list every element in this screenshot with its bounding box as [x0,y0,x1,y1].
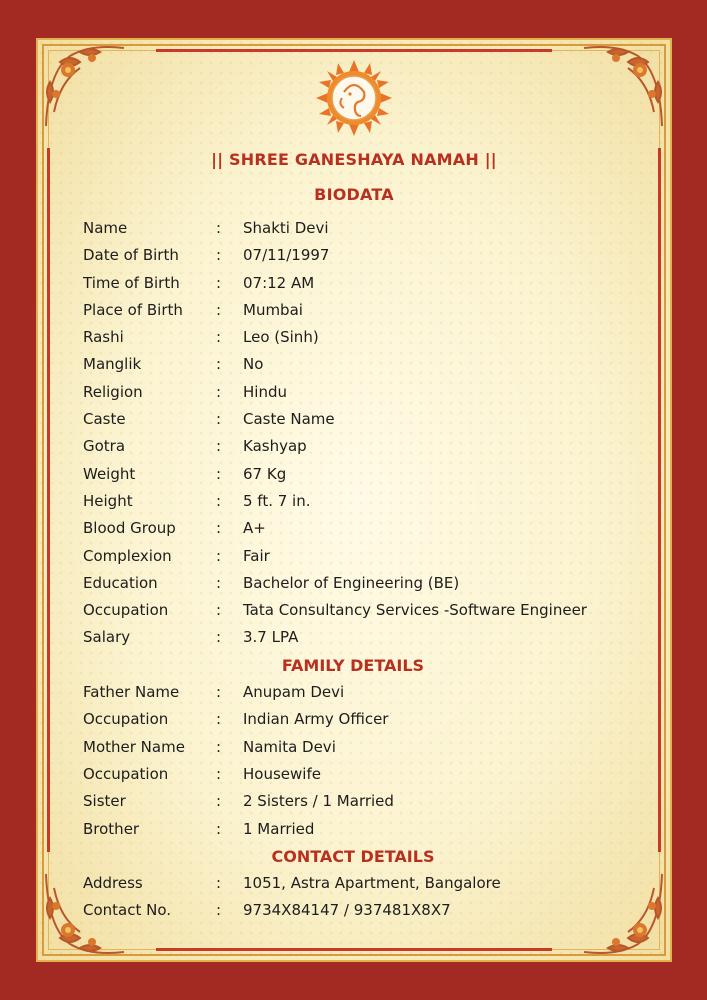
field-label: Rashi [83,328,124,347]
field-value: Leo (Sinh) [243,328,319,347]
separator: : [216,355,222,374]
separator: : [216,246,222,265]
field-label: Caste [83,410,126,429]
detail-row [83,215,653,242]
detail-row [83,788,653,815]
separator: : [216,382,222,401]
field-value: A+ [243,519,266,538]
separator: : [216,464,222,483]
field-value: 07/11/1997 [243,246,330,265]
floral-corner-icon [578,42,668,132]
detail-row [83,570,653,597]
right-border-bar [658,148,661,852]
field-label: Mother Name [83,737,185,756]
field-value: 1051, Astra Apartment, Bangalore [243,874,501,893]
field-value: 9734X84147 / 937481X8X7 [243,901,451,920]
field-label: Place of Birth [83,300,183,319]
field-value: 67 Kg [243,464,287,483]
separator: : [216,519,222,538]
detail-row [83,324,653,351]
detail-row [83,897,653,924]
separator: : [216,792,222,811]
separator: : [216,683,222,702]
field-value: Namita Devi [243,737,336,756]
detail-row [83,543,653,570]
field-label: Education [83,573,158,592]
detail-row [83,597,653,624]
detail-row [83,433,653,460]
separator: : [216,410,222,429]
biodata-card [36,38,672,962]
detail-row [83,679,653,706]
separator: : [216,300,222,319]
field-label: Time of Birth [83,273,180,292]
field-label: Father Name [83,683,180,702]
separator: : [216,819,222,838]
field-label: Salary [83,628,131,647]
field-label: Blood Group [83,519,176,538]
ganesha-emblem-icon [314,58,394,138]
top-border-bar [156,49,552,52]
field-value: Housewife [243,764,321,783]
field-label: Weight [83,464,136,483]
field-label: Height [83,491,133,510]
separator: : [216,328,222,347]
field-value: Indian Army Officer [243,710,389,729]
field-label: Brother [83,819,140,838]
detail-row [83,406,653,433]
separator: : [216,874,222,893]
field-value: Shakti Devi [243,219,329,237]
field-label: Date of Birth [83,246,179,265]
detail-row [83,734,653,761]
detail-row [83,461,653,488]
separator: : [216,628,222,647]
detail-row [83,870,653,897]
separator: : [216,546,222,565]
detail-row [83,351,653,378]
detail-row [83,488,653,515]
field-label: Address [83,874,143,893]
details-list [83,215,653,925]
floral-corner-icon [40,42,130,132]
separator: : [216,901,222,920]
field-label: Contact No. [83,901,172,920]
detail-row [83,297,653,324]
contact-section-heading [83,843,653,870]
section-title: FAMILY DETAILS [281,655,425,675]
separator: : [216,437,222,456]
detail-row [83,379,653,406]
separator: : [216,491,222,510]
separator: : [216,764,222,783]
field-value: 1 Married [243,819,315,838]
detail-row [83,242,653,269]
field-value: 5 ft. 7 in. [243,491,311,510]
field-label: Occupation [83,710,169,729]
detail-row [83,624,653,651]
field-label: Occupation [83,764,169,783]
field-value: Anupam Devi [243,683,345,702]
section-title: CONTACT DETAILS [271,846,435,866]
field-label: Sister [83,792,126,811]
field-label: Religion [83,382,143,401]
field-label: Manglik [83,355,142,374]
page-title: BIODATA [314,185,394,204]
detail-row [83,816,653,843]
invocation-heading: || SHREE GANESHAYA NAMAH || [211,150,497,169]
separator: : [216,601,222,620]
field-label: Name [83,219,128,237]
field-value: 3.7 LPA [243,628,299,647]
detail-row [83,515,653,542]
field-value: Tata Consultancy Services -Software Engineer [243,601,587,620]
left-border-bar [47,148,50,852]
separator: : [216,710,222,729]
field-value: No [243,355,264,374]
field-label: Occupation [83,601,169,620]
field-value: 07:12 AM [243,273,315,292]
field-value: Hindu [243,382,287,401]
separator: : [216,573,222,592]
field-value: Caste Name [243,410,335,429]
bottom-border-bar [156,948,552,951]
field-value: Mumbai [243,300,303,319]
field-value: 2 Sisters / 1 Married [243,792,394,811]
family-section-heading [83,652,653,679]
detail-row [83,761,653,788]
field-value: Bachelor of Engineering (BE) [243,573,460,592]
separator: : [216,273,222,292]
field-value: Kashyap [243,437,307,456]
separator: : [216,737,222,756]
field-value: Fair [243,546,270,565]
field-label: Gotra [83,437,126,456]
separator: : [216,219,222,237]
detail-row [83,706,653,733]
detail-row [83,270,653,297]
field-label: Complexion [83,546,172,565]
